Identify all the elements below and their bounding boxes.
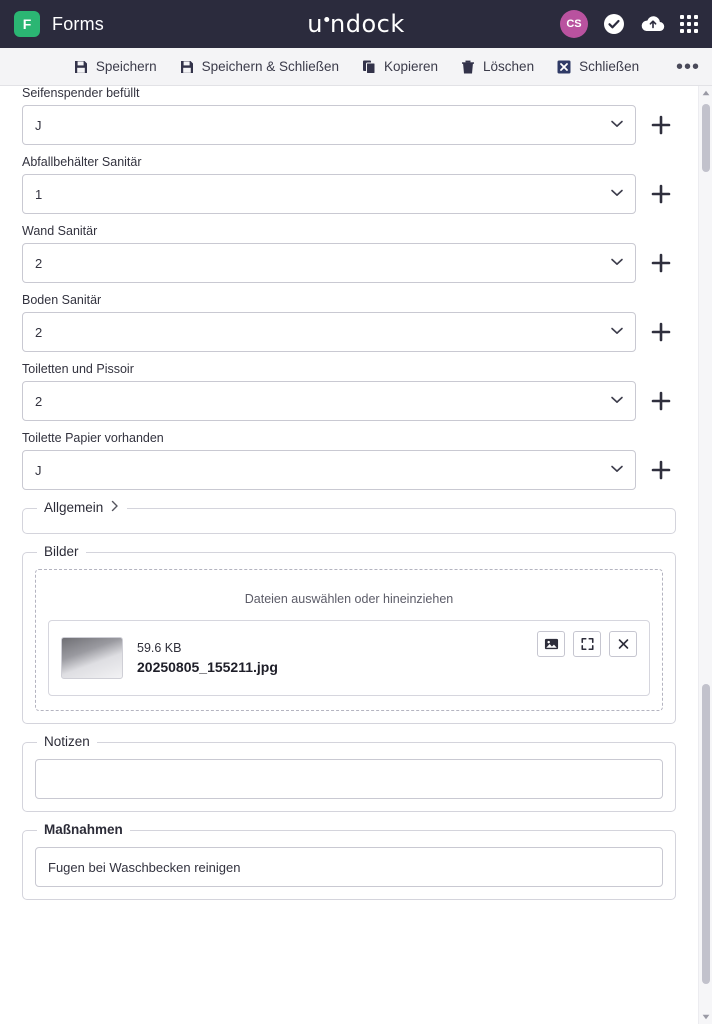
add-seifenspender-befuellt-button[interactable] <box>646 110 676 140</box>
chevron-down-icon <box>609 254 625 273</box>
field-row <box>22 155 676 214</box>
app-title: Forms <box>52 13 104 34</box>
trash-icon <box>460 59 476 75</box>
save-button[interactable] <box>73 59 157 75</box>
cloud-icon[interactable] <box>640 12 666 36</box>
field-label: Boden Sanitär <box>22 293 102 307</box>
scroll-down-arrow-icon[interactable] <box>699 1010 712 1024</box>
delete-button[interactable] <box>460 59 534 75</box>
scroll-up-arrow-icon[interactable] <box>699 86 712 100</box>
remove-icon[interactable] <box>609 631 637 657</box>
section-notizen <box>22 734 676 812</box>
brand-logo: u ndock <box>307 10 405 38</box>
dropzone-hint: Dateien auswählen oder hineinziehen <box>244 592 454 606</box>
section-bilder-legend <box>37 544 86 559</box>
add-toilette-papier-vorhanden-button[interactable] <box>646 455 676 485</box>
select-value: 2 <box>35 324 43 340</box>
section-bilder-title: Bilder <box>44 544 79 559</box>
file-actions <box>537 631 637 657</box>
vertical-scrollbar[interactable] <box>698 86 712 1024</box>
select-value: J <box>35 462 42 478</box>
file-name: 20250805_155211.jpg <box>137 659 278 675</box>
add-boden-sanitaer-button[interactable] <box>646 317 676 347</box>
notizen-input[interactable] <box>35 759 663 799</box>
scrollbar-thumb-top[interactable] <box>702 104 710 172</box>
file-meta <box>137 641 278 675</box>
more-options-button[interactable]: ••• <box>675 55 700 78</box>
file-dropzone[interactable] <box>35 569 663 711</box>
select-value: J <box>35 117 42 133</box>
save-and-close-button[interactable] <box>179 59 339 75</box>
add-toiletten-und-pissoir-button[interactable] <box>646 386 676 416</box>
file-card[interactable] <box>48 620 650 696</box>
copy-button-label: Kopieren <box>383 59 439 74</box>
save-and-close-label: Speichern & Schließen <box>201 59 339 74</box>
file-thumbnail[interactable] <box>61 637 123 679</box>
select-toiletten-und-pissoir[interactable] <box>22 381 636 421</box>
copy-icon <box>361 59 377 75</box>
section-allgemein-title: Allgemein <box>44 500 104 515</box>
field-label: Toilette Papier vorhanden <box>22 431 164 445</box>
section-massnahmen-legend <box>37 822 130 837</box>
form-scroll-region <box>0 86 712 1024</box>
expand-icon[interactable] <box>573 631 601 657</box>
select-abfallbehaelter-sanitaer[interactable] <box>22 174 636 214</box>
select-seifenspender-befuellt[interactable] <box>22 105 636 145</box>
apps-grid-icon[interactable] <box>680 15 698 33</box>
section-allgemein[interactable] <box>22 500 676 534</box>
chevron-down-icon <box>609 116 625 135</box>
form-content <box>0 86 698 1024</box>
save-icon <box>179 59 195 75</box>
copy-button[interactable] <box>361 59 438 75</box>
chevron-down-icon <box>609 323 625 342</box>
form-toolbar <box>0 48 712 86</box>
chevron-down-icon <box>609 185 625 204</box>
field-label: Seifenspender befüllt <box>22 86 140 100</box>
field-row <box>22 86 676 145</box>
check-circle-icon[interactable] <box>602 12 626 36</box>
top-bar-actions <box>560 10 698 38</box>
add-wand-sanitaer-button[interactable] <box>646 248 676 278</box>
chevron-right-icon[interactable] <box>110 500 120 515</box>
image-preview-icon[interactable] <box>537 631 565 657</box>
field-label: Toiletten und Pissoir <box>22 362 134 376</box>
select-value: 2 <box>35 393 43 409</box>
section-massnahmen <box>22 822 676 900</box>
field-label: Wand Sanitär <box>22 224 98 238</box>
field-row <box>22 362 676 421</box>
section-bilder <box>22 544 676 724</box>
section-massnahmen-title: Maßnahmen <box>44 822 123 837</box>
forms-app-icon[interactable]: F <box>14 11 40 37</box>
field-row <box>22 431 676 490</box>
select-toilette-papier-vorhanden[interactable] <box>22 450 636 490</box>
delete-button-label: Löschen <box>483 59 535 74</box>
section-allgemein-legend[interactable] <box>37 500 127 515</box>
chevron-down-icon <box>609 392 625 411</box>
close-button[interactable] <box>556 59 639 75</box>
field-row <box>22 293 676 352</box>
top-bar <box>0 0 712 48</box>
avatar[interactable]: CS <box>560 10 588 38</box>
massnahmen-input[interactable]: Fugen bei Waschbecken reinigen <box>35 847 663 887</box>
field-label: Abfallbehälter Sanitär <box>22 155 142 169</box>
select-wand-sanitaer[interactable] <box>22 243 636 283</box>
section-notizen-title: Notizen <box>44 734 90 749</box>
select-value: 2 <box>35 255 43 271</box>
select-boden-sanitaer[interactable] <box>22 312 636 352</box>
save-button-label: Speichern <box>95 59 157 74</box>
close-button-label: Schließen <box>579 59 640 74</box>
close-box-icon <box>556 59 572 75</box>
scrollbar-thumb[interactable] <box>702 684 710 984</box>
field-row <box>22 224 676 283</box>
save-icon <box>73 59 89 75</box>
chevron-down-icon <box>609 461 625 480</box>
add-abfallbehaelter-sanitaer-button[interactable] <box>646 179 676 209</box>
select-value: 1 <box>35 186 43 202</box>
section-notizen-legend <box>37 734 97 749</box>
file-size: 59.6 KB <box>137 641 182 655</box>
